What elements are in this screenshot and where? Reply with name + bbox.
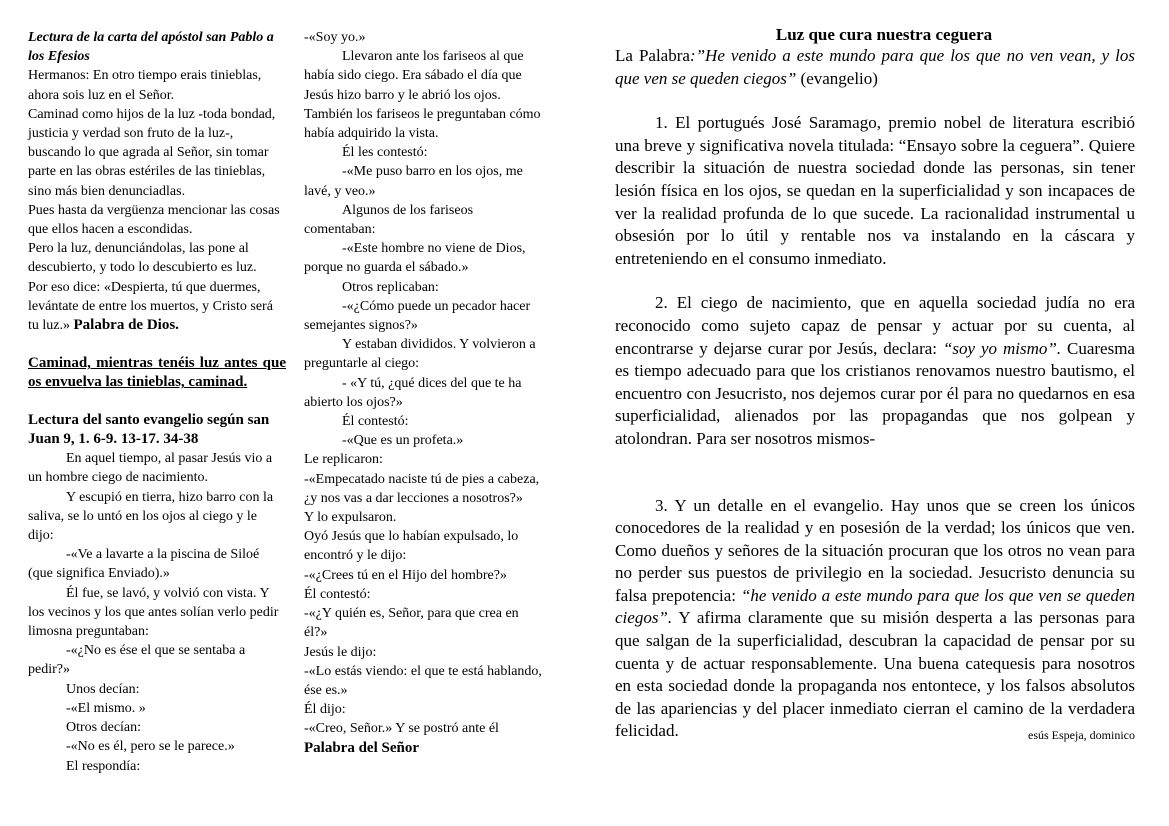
intro-label: La Palabra	[615, 46, 690, 65]
commentary-paragraph-3	[615, 495, 1135, 744]
gospel-paragraph: Y lo expulsaron.	[304, 510, 397, 526]
commentary-paragraph-1: 1. El portugués José Saramago, premio nobel de literatura escribió una breve y significativa novela titulada: “Ensayo sobre la ceguera”. Quiere describir la situación de nuestra sociedad donde las personas, sin tener lesión física en los ojos, se quedan en la superficialidad y son incapaces de ver la realidad profunda de lo que sucede. La racionalidad instrumental u obsesión por lo útil y rentable nos va instalando en la cáscara y entreteniendo en el consumo inmediato.	[615, 113, 1135, 268]
gospel-paragraph: Unos decían:	[66, 681, 140, 697]
commentary-intro	[615, 45, 1135, 90]
signature: esús Espeja, dominico	[1028, 728, 1135, 743]
gospel-paragraph: -«Este hombre no viene de Dios, porque no guarda el sábado.»	[304, 241, 526, 276]
gospel-paragraph: El respondía:	[66, 758, 141, 774]
gospel-paragraph: Oyó Jesús que lo habían expulsado, lo encontró y le dijo:	[304, 529, 519, 564]
commentary-paragraph-2	[615, 292, 1135, 450]
p3-quote: “he venido a este mundo para que los que ven se queden ciegos”.	[615, 585, 1135, 628]
gospel-paragraph: -«¿Crees tú en el Hijo del hombre?»	[304, 567, 507, 583]
gospel-paragraph: Algunos de los fariseos comentaban:	[304, 202, 474, 238]
gospel-paragraph: Llevaron ante los fariseos al que había sido ciego. Era sábado el día que Jesús hizo barro y le abrió los ojos. También los fariseos le preguntaban cómo había adquirido la vista.	[304, 49, 541, 142]
spacer	[615, 473, 1135, 495]
p2-text-a: 2. El ciego de nacimiento, que en aquella sociedad judía no era reconocido como sujeto capaz de pensar y actuar por su cuenta, al encontrarse y dejarse curar por Jesús, declara:	[615, 293, 1135, 358]
spacer	[615, 90, 1135, 112]
gospel-paragraph: Otros replicaban:	[342, 279, 439, 295]
gospel-paragraph: -«No es él, pero se le parece.»	[66, 739, 235, 755]
gospel-paragraph: -«Creo, Señor.» Y se postró ante él	[304, 721, 499, 737]
reading1-line: Pero la luz, denunciándolas, las pone al descubierto, y todo lo descubierto es luz.	[28, 241, 257, 276]
gospel-paragraph: -«¿Y quién es, Señor, para que crea en él?»	[304, 606, 519, 641]
spacer	[615, 451, 1135, 473]
gospel-paragraph: Le replicaron:	[304, 452, 383, 468]
p2-text-b: Cuaresma es tiempo adecuado para que los cristianos renovamos nuestro bautismo, el encuentro con Jesucristo, nos dejemos curar por él para no quedarnos en esa superficialidad, alienados por las propagandas que nos golpean y atolondran. Para ser nosotros mismos-	[615, 338, 1135, 448]
motto-text: Caminad, mientras tenéis luz antes que os envuelva las tinieblas, caminad	[28, 355, 286, 391]
reading1-line: Caminad como hijos de la luz -toda bondad, justicia y verdad son fruto de la luz-, buscando lo que agrada al Señor, sin tomar parte en las obras estériles de las tinieblas, sino más bien denunciadlas.	[28, 106, 276, 199]
intro-quote: :”He venido a este mundo para que los que no ven vean, y los que ven se queden ciegos”	[615, 46, 1136, 88]
gospel-paragraph: -«Soy yo.»	[304, 30, 366, 45]
gospel-paragraph: -«Ve a lavarte a la piscina de Siloé (que significa Enviado).»	[28, 547, 260, 582]
spacer	[615, 270, 1135, 292]
motto-end: .	[243, 374, 248, 391]
reading1-line: Pues hasta da vergüenza mencionar las cosas que ellos hacen a escondidas.	[28, 202, 280, 238]
reading1-title: Lectura de la carta del apóstol san Pablo a los Efesios	[28, 30, 274, 65]
reading1-line: Hermanos: En otro tiempo erais tinieblas, ahora sois luz en el Señor.	[28, 68, 262, 103]
middle-column	[304, 28, 544, 758]
gospel-paragraph: -«Me puso barro en los ojos, me lavé, y veo.»	[304, 164, 523, 199]
gospel-body-col1	[28, 449, 286, 775]
gospel-paragraph: -«¿Cómo puede un pecador hacer semejantes signos?»	[304, 298, 531, 334]
p3-text-b: Y afirma claramente que su misión desperta a las personas para que salgan de la superficialidad, descubran la capacidad de pensar por su cuenta y de actuar responsablemente. Una buena catequesis para nosotros en esta sociedad donde la propaganda nos entontece, y los falsos absolutos de las apariencias y del placer inmediato cierran el camino de la verdadera felicidad.	[615, 608, 1135, 741]
gospel-paragraph: Él les contestó:	[342, 145, 428, 161]
gospel-paragraph: Otros decían:	[66, 720, 142, 736]
gospel-paragraph: -«Empecatado naciste tú de pies a cabeza, ¿y nos vas a dar lecciones a nosotros?»	[304, 471, 540, 506]
gospel-paragraph: -«Que es un profeta.»	[342, 433, 464, 449]
reading1-line-text: Por eso dice: «Despierta, tú que duermes, levántate de entre los muertos, y Cristo será tu luz.»	[28, 279, 273, 334]
gospel-paragraph: -«Lo estás viendo: el que te está hablando, ése es.»	[304, 663, 542, 698]
gospel-paragraph: En aquel tiempo, al pasar Jesús vio a un hombre ciego de nacimiento.	[28, 451, 273, 486]
gospel-paragraph: Él contestó:	[304, 586, 371, 602]
p2-quote: “soy yo mismo”.	[942, 338, 1062, 358]
gospel-paragraph: Él dijo:	[304, 702, 346, 718]
motto	[28, 354, 286, 392]
gospel-title: Lectura del santo evangelio según san Juan 9, 1. 6-9. 13-17. 34-38	[28, 412, 270, 448]
spacer	[28, 392, 286, 411]
right-column	[615, 24, 1135, 747]
gospel-paragraph: Y escupió en tierra, hizo barro con la saliva, se lo untó en los ojos al ciego y le dijo:	[28, 489, 274, 544]
gospel-closing: Palabra del Señor	[304, 739, 419, 756]
gospel-body-col2	[304, 28, 544, 739]
gospel-paragraph: Jesús le dijo:	[304, 644, 377, 660]
gospel-paragraph: - «Y tú, ¿qué dices del que te ha abierto los ojos?»	[304, 375, 522, 410]
spacer	[28, 335, 286, 354]
gospel-paragraph: Él fue, se lavó, y volvió con vista. Y los vecinos y los que antes solían verlo pedir limosna preguntaban:	[28, 585, 279, 640]
gospel-paragraph: -«El mismo. »	[66, 700, 146, 716]
gospel-paragraph: -«¿No es ése el que se sentaba a pedir?»	[28, 643, 246, 678]
left-column	[28, 28, 286, 776]
intro-source: (evangelio)	[796, 68, 878, 88]
gospel-paragraph: Y estaban divididos. Y volvieron a preguntarle al ciego:	[304, 337, 536, 372]
reading1-last-line	[28, 278, 286, 336]
gospel-paragraph: Él contestó:	[342, 414, 409, 430]
reading1-closing: Palabra de Dios.	[73, 317, 179, 334]
commentary-title: Luz que cura nuestra ceguera	[775, 25, 993, 44]
p3-text-a: 3. Y un detalle en el evangelio. Hay unos que se creen los únicos conocedores de la realidad y en posesión de la verdad; los únicos que ven. Como dueños y señores de la situación procuran que los otros no vean para no perder sus puestos de privilegio en la sociedad. Jesucristo denuncia su falsa prepotencia:	[615, 495, 1135, 605]
reading1-body	[28, 66, 286, 335]
